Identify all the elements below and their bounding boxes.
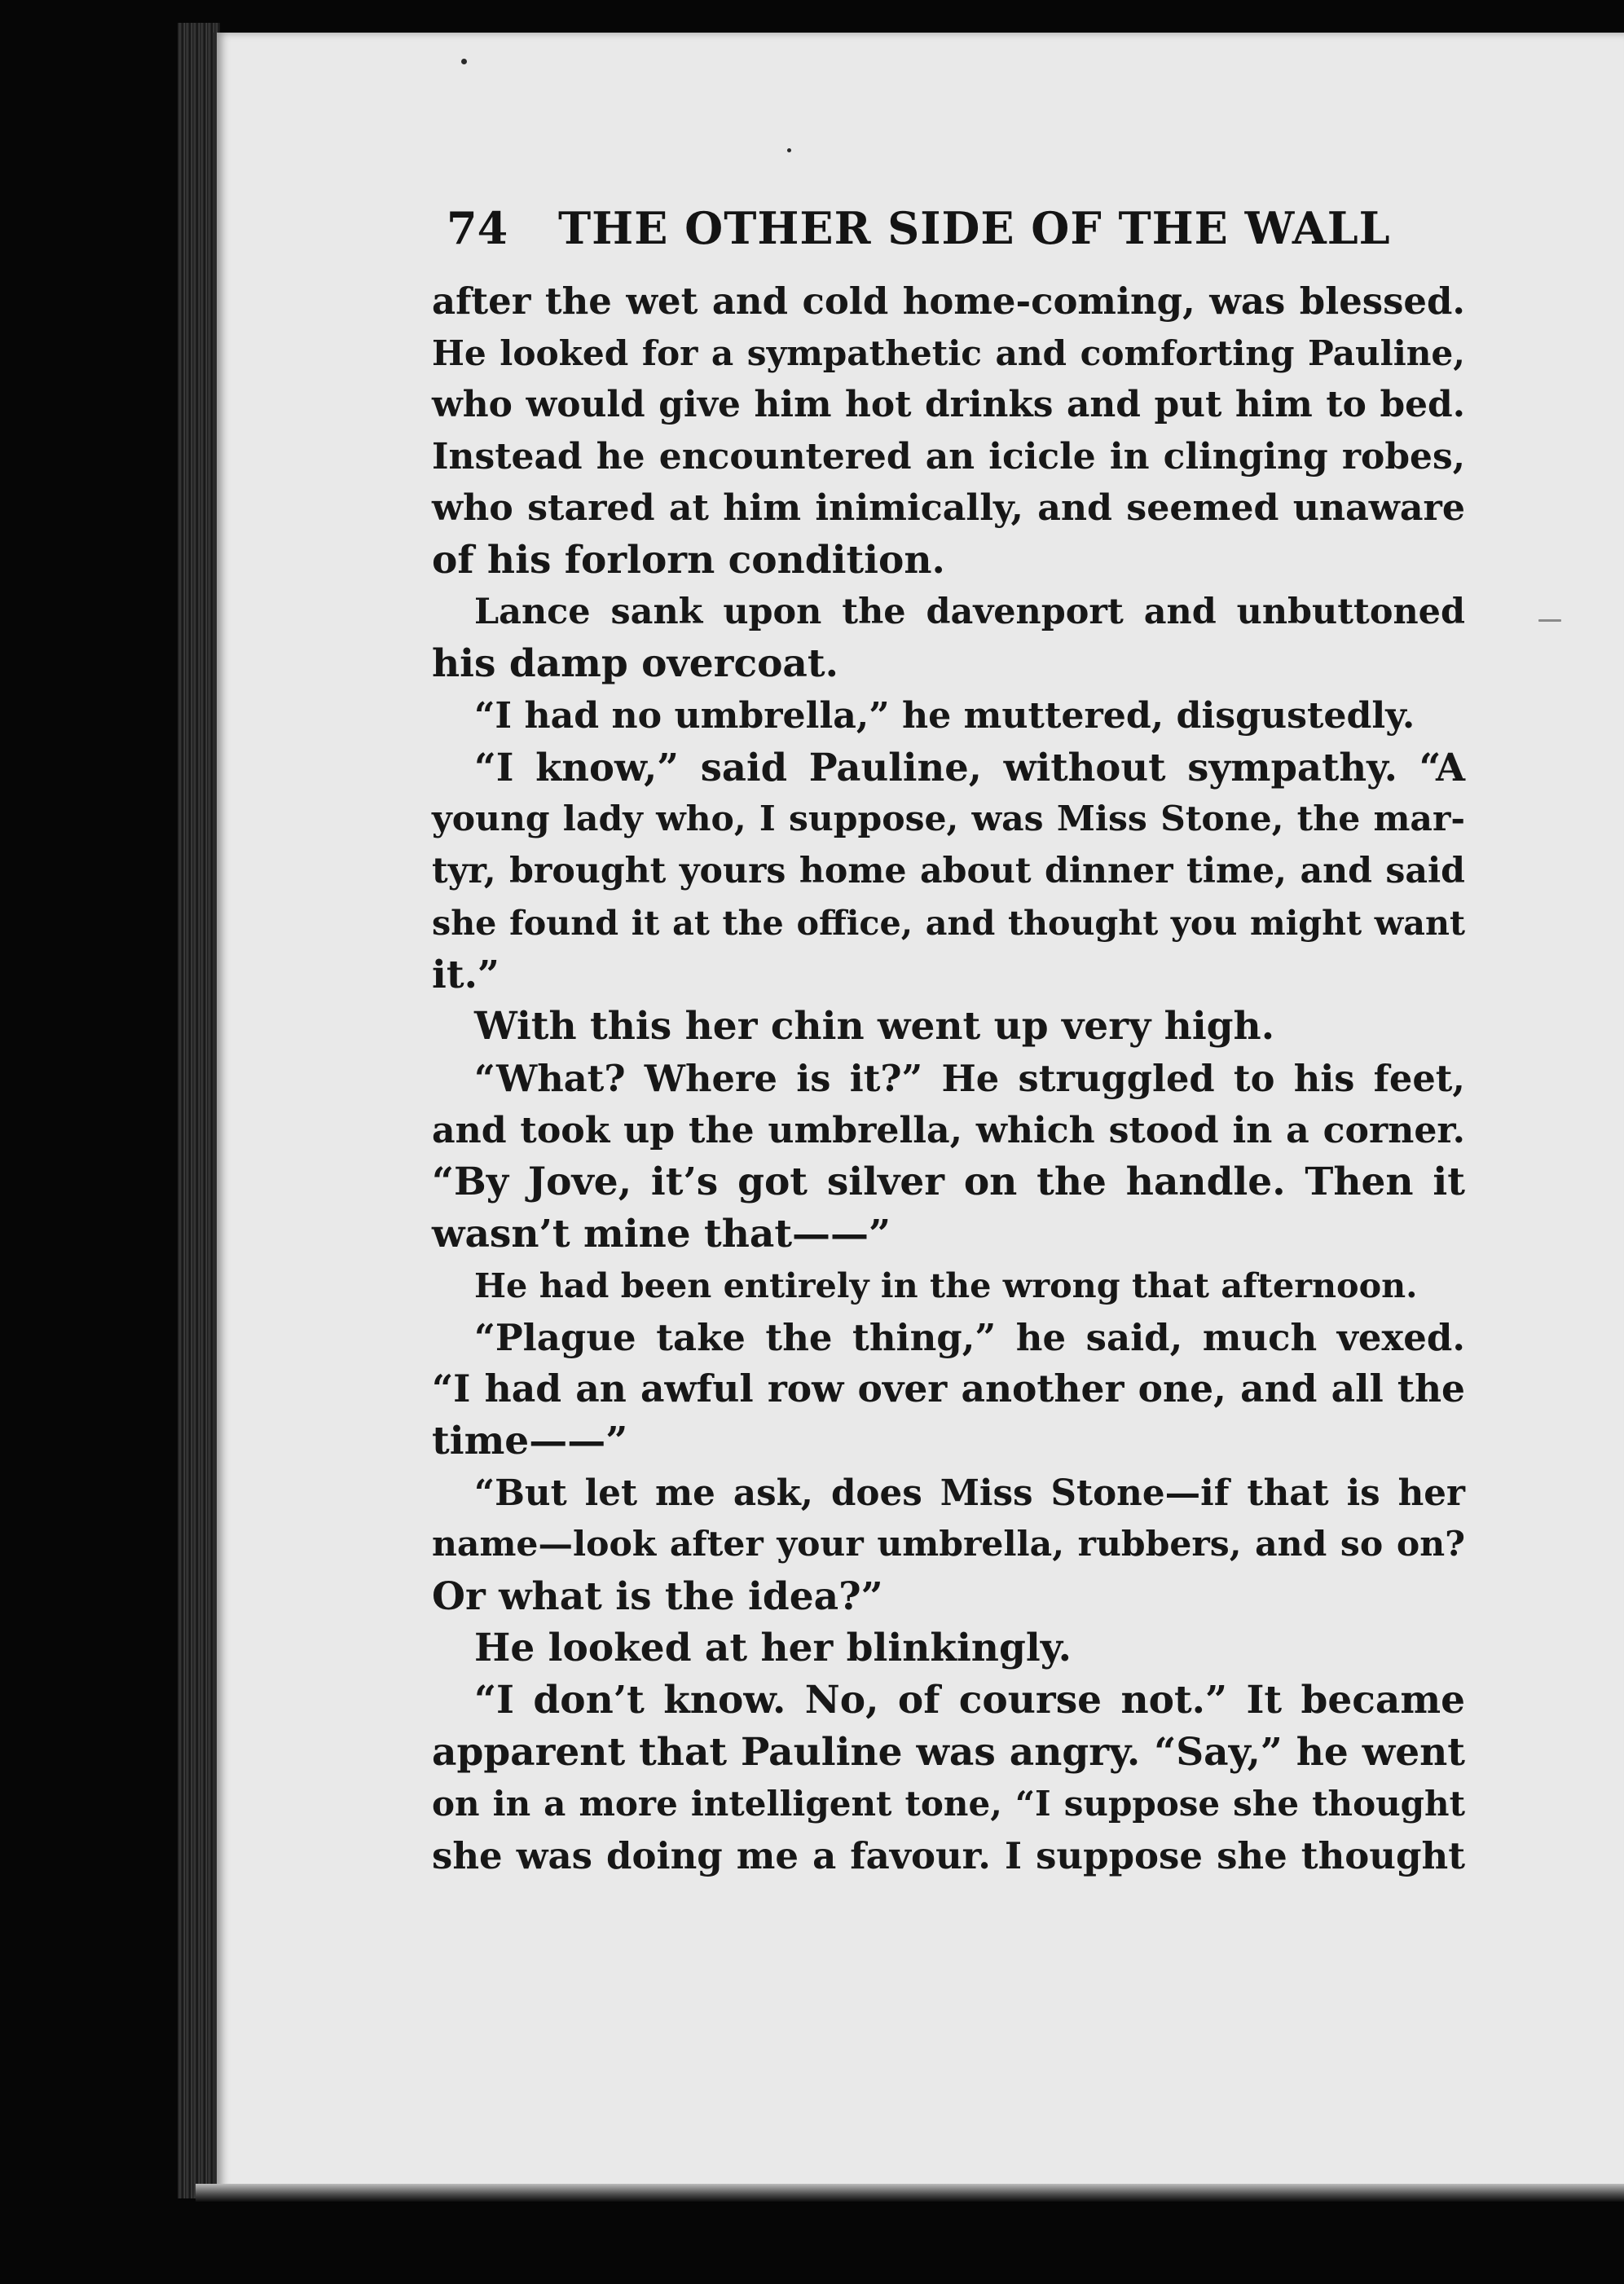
text-line: on in a more intelligent tone, “I suppose she thought: [432, 1784, 1465, 1824]
text-line: wasn’t mine that——”: [432, 1211, 891, 1256]
text-line: who stared at him inimically, and seemed unaware: [432, 486, 1465, 530]
running-title: THE OTHER SIDE OF THE WALL: [558, 202, 1391, 254]
text-line: He looked at her blinkingly.: [474, 1626, 1072, 1671]
text-line: He looked for a sympathetic and comforting Pauline,: [432, 332, 1465, 373]
page-bottom-edge: [196, 2184, 1624, 2202]
text-line: of his forlorn condition.: [432, 537, 945, 583]
scan-speck: [1538, 619, 1561, 622]
text-line: she was doing me a favour. I suppose she thought: [432, 1833, 1465, 1877]
text-line: With this her chin went up very high.: [474, 1004, 1275, 1050]
text-line: Or what is the idea?”: [432, 1573, 883, 1619]
scan-speck: [787, 148, 791, 152]
text-line: it.”: [432, 952, 500, 997]
text-line: He had been entirely in the wrong that afternoon.: [474, 1265, 1418, 1306]
text-line: “By Jove, it’s got silver on the handle. Then it: [432, 1160, 1465, 1205]
text-line: young lady who, I suppose, was Miss Stone, the mar-: [432, 798, 1465, 839]
text-line: who would give him hot drinks and put him to bed.: [432, 384, 1465, 426]
text-line: name—look after your umbrella, rubbers, and so on?: [432, 1524, 1465, 1565]
text-line: after the wet and cold home-coming, was blessed.: [432, 279, 1465, 323]
text-line: and took up the umbrella, which stood in a corner.: [432, 1109, 1465, 1151]
text-line: “What? Where is it?” He struggled to his feet,: [474, 1056, 1465, 1100]
text-line: time——”: [432, 1419, 628, 1464]
page-number: 74: [447, 202, 508, 254]
text-line: “I had no umbrella,” he muttered, disgustedly.: [474, 693, 1415, 737]
text-line: “I don’t know. No, of course not.” It became: [474, 1678, 1465, 1723]
running-head: [447, 202, 1391, 259]
text-line: Lance sank upon the davenport and unbuttoned: [474, 591, 1465, 632]
text-line: “I had an awful row over another one, and all the: [432, 1366, 1465, 1411]
scan-speck: [461, 59, 467, 64]
text-line: “Plague take the thing,” he said, much vexed.: [474, 1315, 1465, 1359]
text-line: she found it at the office, and thought you might want: [432, 903, 1465, 944]
text-line: apparent that Pauline was angry. “Say,” he went: [432, 1729, 1465, 1775]
text-line: his damp overcoat.: [432, 641, 838, 687]
text-line: Instead he encountered an icicle in clinging robes,: [432, 435, 1465, 477]
text-line: “I know,” said Pauline, without sympathy. “A: [474, 745, 1465, 790]
text-line: tyr, brought yours home about dinner time, and said: [432, 850, 1465, 891]
text-line: “But let me ask, does Miss Stone—if that is her: [474, 1472, 1465, 1514]
body-text: [432, 275, 1465, 1881]
